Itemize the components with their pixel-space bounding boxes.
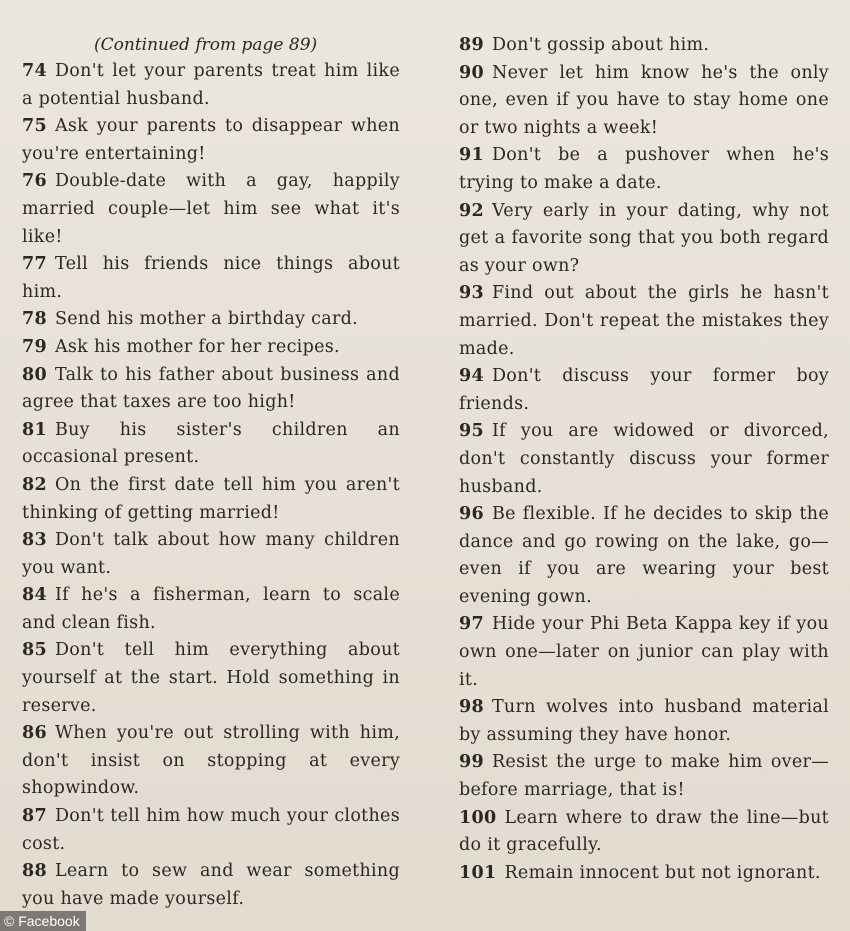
continued-note: (Continued from page 89) xyxy=(94,35,318,55)
list-item xyxy=(22,858,400,913)
list-item xyxy=(22,113,400,168)
item-text: Remain innocent but not ignorant. xyxy=(504,862,821,883)
item-text: Send his mother a birthday card. xyxy=(54,309,358,330)
item-text: Don't gossip about him. xyxy=(491,35,710,55)
list-item xyxy=(459,501,829,611)
item-text: Ask your parents to disappear when you're entertaining! xyxy=(22,116,400,164)
item-text: On the first date tell him you aren't thinking of getting married! xyxy=(22,474,400,523)
item-text: If you are widowed or divorced, don't constantly discuss your former husband. xyxy=(459,421,829,497)
list-item xyxy=(459,60,829,143)
list-item xyxy=(22,251,400,306)
list-item xyxy=(459,418,829,501)
list-item xyxy=(459,749,829,804)
item-number: 85 xyxy=(22,640,47,661)
list-item xyxy=(22,720,400,803)
item-text: Double-date with a gay, happily married couple—let him see what it's like! xyxy=(22,171,400,247)
item-text: Tell his friends nice things about him. xyxy=(22,254,400,302)
facebook-watermark: © Facebook xyxy=(0,911,86,931)
item-number: 79 xyxy=(22,336,47,357)
list-item xyxy=(22,168,400,251)
item-number: 75 xyxy=(22,116,47,137)
item-number: 96 xyxy=(459,504,484,525)
list-item xyxy=(22,803,400,858)
list-item xyxy=(22,472,400,527)
left-column xyxy=(22,32,400,913)
item-number: 82 xyxy=(22,474,47,495)
item-number: 78 xyxy=(22,309,47,330)
item-text: Learn where to draw the line—but do it gracefully. xyxy=(459,807,829,856)
list-item xyxy=(459,32,829,60)
item-text: Buy his sister's children an occasional present. xyxy=(22,419,400,468)
list-item xyxy=(22,637,400,720)
item-text: Don't tell him everything about yourself at the start. Hold something in reserve. xyxy=(22,640,400,716)
item-text: Resist the urge to make him over—before marriage, that is! xyxy=(459,752,829,801)
item-text: Find out about the girls he hasn't married. Don't repeat the mistakes they made. xyxy=(459,283,829,359)
list-item xyxy=(22,362,400,417)
item-number: 88 xyxy=(22,861,47,882)
list-item xyxy=(459,860,829,888)
list-item xyxy=(22,58,400,113)
item-number: 91 xyxy=(459,145,484,166)
item-text: Don't tell him how much your clothes cost. xyxy=(22,806,400,854)
item-text: Ask his mother for her recipes. xyxy=(54,336,340,357)
list-item xyxy=(22,582,400,637)
item-text: Turn wolves into husband material by assuming they have honor. xyxy=(459,697,829,745)
item-number: 101 xyxy=(459,862,497,883)
list-item xyxy=(22,306,400,334)
right-column xyxy=(459,32,829,887)
item-number: 83 xyxy=(22,530,47,551)
item-number: 76 xyxy=(22,171,47,192)
item-text: When you're out strolling with him, don't insist on stopping at every shopwindow. xyxy=(22,723,400,799)
item-number: 86 xyxy=(22,723,47,744)
item-number: 95 xyxy=(459,421,484,442)
list-item xyxy=(22,417,400,472)
item-text: Don't be a pushover when he's trying to make a date. xyxy=(459,145,829,193)
item-text: Don't discuss your former boy friends. xyxy=(459,366,829,414)
list-item xyxy=(459,198,829,281)
left-item-list xyxy=(22,58,400,913)
item-text: If he's a fisherman, learn to scale and clean fish. xyxy=(22,585,400,633)
list-item xyxy=(459,611,829,694)
list-item xyxy=(459,805,829,860)
item-number: 100 xyxy=(459,807,497,828)
item-number: 74 xyxy=(22,61,47,81)
item-number: 81 xyxy=(22,419,47,440)
item-number: 80 xyxy=(22,364,47,385)
item-text: Very early in your dating, why not get a favorite song that you both regard as your own? xyxy=(459,200,829,276)
item-number: 93 xyxy=(459,283,484,304)
item-number: 89 xyxy=(459,35,484,55)
item-number: 77 xyxy=(22,254,47,275)
item-number: 90 xyxy=(459,62,484,83)
list-item xyxy=(459,694,829,749)
list-item xyxy=(459,363,829,418)
item-text: Don't let your parents treat him like a potential husband. xyxy=(22,61,400,109)
item-text: Talk to his father about business and agree that taxes are too high! xyxy=(22,364,400,413)
item-text: Hide your Phi Beta Kappa key if you own one—later on junior can play with it. xyxy=(459,614,829,690)
list-item xyxy=(22,334,400,362)
item-number: 99 xyxy=(459,752,484,773)
item-number: 87 xyxy=(22,806,47,827)
list-item xyxy=(459,142,829,197)
item-text: Never let him know he's the only one, even if you have to stay home one or two nights a week! xyxy=(459,62,829,138)
list-item xyxy=(459,280,829,363)
item-number: 92 xyxy=(459,200,484,221)
item-text: Be flexible. If he decides to skip the dance and go rowing on the lake, go—even if you are wearing your best evening gown. xyxy=(459,504,829,607)
item-text: Learn to sew and wear something you have made yourself. xyxy=(22,861,400,909)
item-number: 98 xyxy=(459,697,484,718)
right-item-list xyxy=(459,32,829,887)
item-number: 84 xyxy=(22,585,47,606)
list-item xyxy=(22,527,400,582)
item-text: Don't talk about how many children you want. xyxy=(22,530,400,578)
item-number: 94 xyxy=(459,366,484,387)
item-number: 97 xyxy=(459,614,484,635)
